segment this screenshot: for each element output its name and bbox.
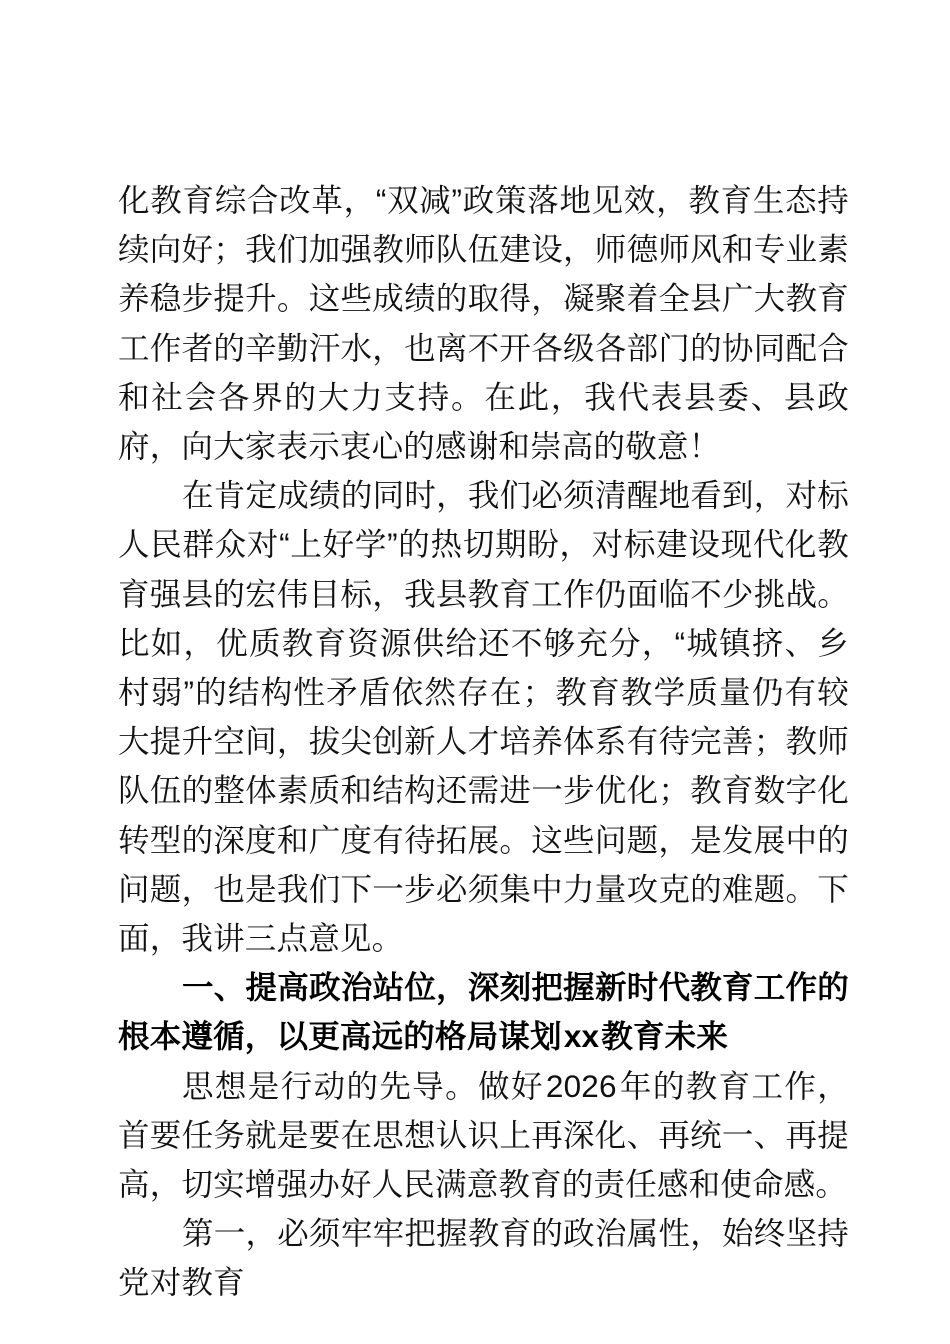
paragraph-achievements-continued: 化教育综合改革，“双减”政策落地见效，教育生态持续向好；我们加强教师队伍建设，师德师风和专业素养稳步提升。这些成绩的取得，凝聚着全县广大教育工作者的辛勤汗水，也离不开各级各部门的协同配合和社会各界的大力支持。在此，我代表县委、县政府，向大家表示衷心的感谢和崇高的敬意！ <box>118 182 849 465</box>
document-text-column <box>118 176 849 1308</box>
heading-text-after-latin: 教育未来 <box>601 1018 729 1055</box>
heading-latin-placeholder: xx <box>563 1018 600 1055</box>
paragraph-text-after-year: 年的教育工作，首要任务就是要在思想认识上再深化、再统一、再提高，切实增强办好人民满意教育的责任感和使命感。 <box>118 1067 849 1203</box>
paragraph-challenges: 在肯定成绩的同时，我们必须清醒地看到，对标人民群众对“上好学”的热切期盼，对标建设现代化教育强县的宏伟目标，我县教育工作仍面临不少挑战。比如，优质教育资源供给还不够充分，“城镇挤、乡村弱”的结构性矛盾依然存在；教育教学质量仍有较大提升空间，拔尖创新人才培养体系有待完善；教师队伍的整体素质和结构还需进一步优化；教育数字化转型的深度和广度有待拓展。这些问题，是发展中的问题，也是我们下一步必须集中力量攻克的难题。下面，我讲三点意见。 <box>118 477 849 957</box>
heading-text-before-latin: 一、提高政治站位，深刻把握新时代教育工作的根本遵循，以更高远的格局谋划 <box>118 969 849 1055</box>
paragraph-point-first: 第一，必须牢牢把握教育的政治属性，始终坚持党对教育 <box>118 1215 849 1301</box>
paragraph-ideology-guide <box>118 1062 849 1210</box>
paragraph-text-before-year: 思想是行动的先导。做好 <box>182 1067 544 1104</box>
heading-section-one <box>118 963 849 1061</box>
paragraph-year-value: 2026 <box>545 1067 617 1104</box>
